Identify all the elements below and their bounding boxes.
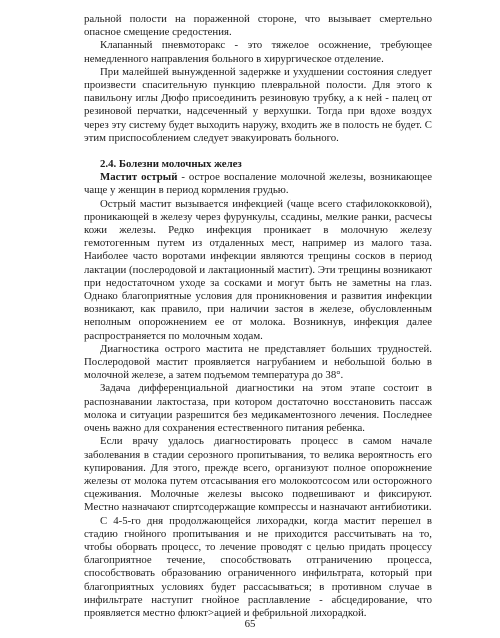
paragraph: При малейшей вынужденной задержке и ухудшении состояния следует произвести спасительную пункцию плевральной полости. Для этого к павильону иглы Дюфо присоединить резиновую трубку, а к ней - палец от резиновой перчатки, надсеченный у верхушки. Тогда при вдохе воздух через эту систему будет выходить наружу, входить же в полость не будет. С этим приспособлением следует эвакуировать больного. bbox=[84, 65, 432, 144]
term-definition: - острое воспаление молочной железы, возникающее чаще у женщин в период кормления грудью. bbox=[84, 171, 432, 197]
section-heading: 2.4. Болезни молочных желез bbox=[100, 158, 242, 171]
paragraph: Клапанный пневмоторакс - это тяжелое осожнение, требующее немедленного направления больного в хирургическое отделение. bbox=[84, 39, 432, 65]
term-definition-paragraph bbox=[84, 171, 432, 197]
paragraph: Если врачу удалось диагностировать процесс в самом начале заболевания в стадии серозного пропитывания, то велика вероятность его купирования. Для этого, прежде всего, организуют полное опорожнение железы от молока путем отсасывания его молокоотсосом или осторожного сцеживания. Молочные железы высоко подвешивают и фиксируют. Местно назначают спиртсодержащие компрессы и назначают антибиотики. bbox=[84, 435, 432, 514]
paragraph: С 4-5-го дня продолжающейся лихорадки, когда мастит перешел в стадию гнойного пропитывания и не приходится рассчитывать на то, чтобы оборвать процесс, то лечение проводят с целью придать процессу благоприятное течение, способствовать отграничению процесса, способствовать образованию ограниченного инфильтрата, который при благоприятных условиях будет рассасываться; в противном случае в инфильтрате наступит гнойное расплавление - абсцедирование, что проявляется местно флюкт>ацией и фебрильной лихорадкой. bbox=[84, 514, 432, 619]
paragraph: Диагностика острого мастита не представляет больших трудностей. Послеродовой мастит проявляется нагрубанием и небольшой болью в молочной железе, а затем подъемом температура до 38°. bbox=[84, 342, 432, 382]
paragraph-continuation: ральной полости на пораженной стороне, что вызывает смертельно опасное смещение средостения. bbox=[84, 13, 432, 39]
paragraph: Острый мастит вызывается инфекцией (чаще всего стафилококковой), проникающей в железу через фурункулы, ссадины, мелкие ранки, расчесы кожи железы. Редко инфекция проникает в молочную железу гемотогенным путем из отдаленных мест, например из малого таза. Наиболее часто воротами инфекции являются трещины сосков в период лактации (послеродовой и лактационный мастит). Эти трещины возникают при недостаточном уходе за сосками и могут быть не заметны на глаз. Однако благоприятные условия для проникновения и развития инфекции возникают, как правило, при наличии застоя в железе, обусловленным неполным опорожнением ее от молока. Возникнув, инфекция далее распространяется по молочным ходам. bbox=[84, 197, 432, 342]
defined-term: Мастит острый bbox=[100, 171, 178, 184]
page-number: 65 bbox=[244, 618, 256, 630]
page-body bbox=[84, 13, 432, 620]
paragraph: Задача дифференциальной диагностики на этом этапе состоит в распознавании лактостаза, при котором достаточно восстановить пассаж молока и ситуации разрешится без медикаментозного лечения. Последнее очень важно для сохранения естественного питания ребенка. bbox=[84, 382, 432, 435]
